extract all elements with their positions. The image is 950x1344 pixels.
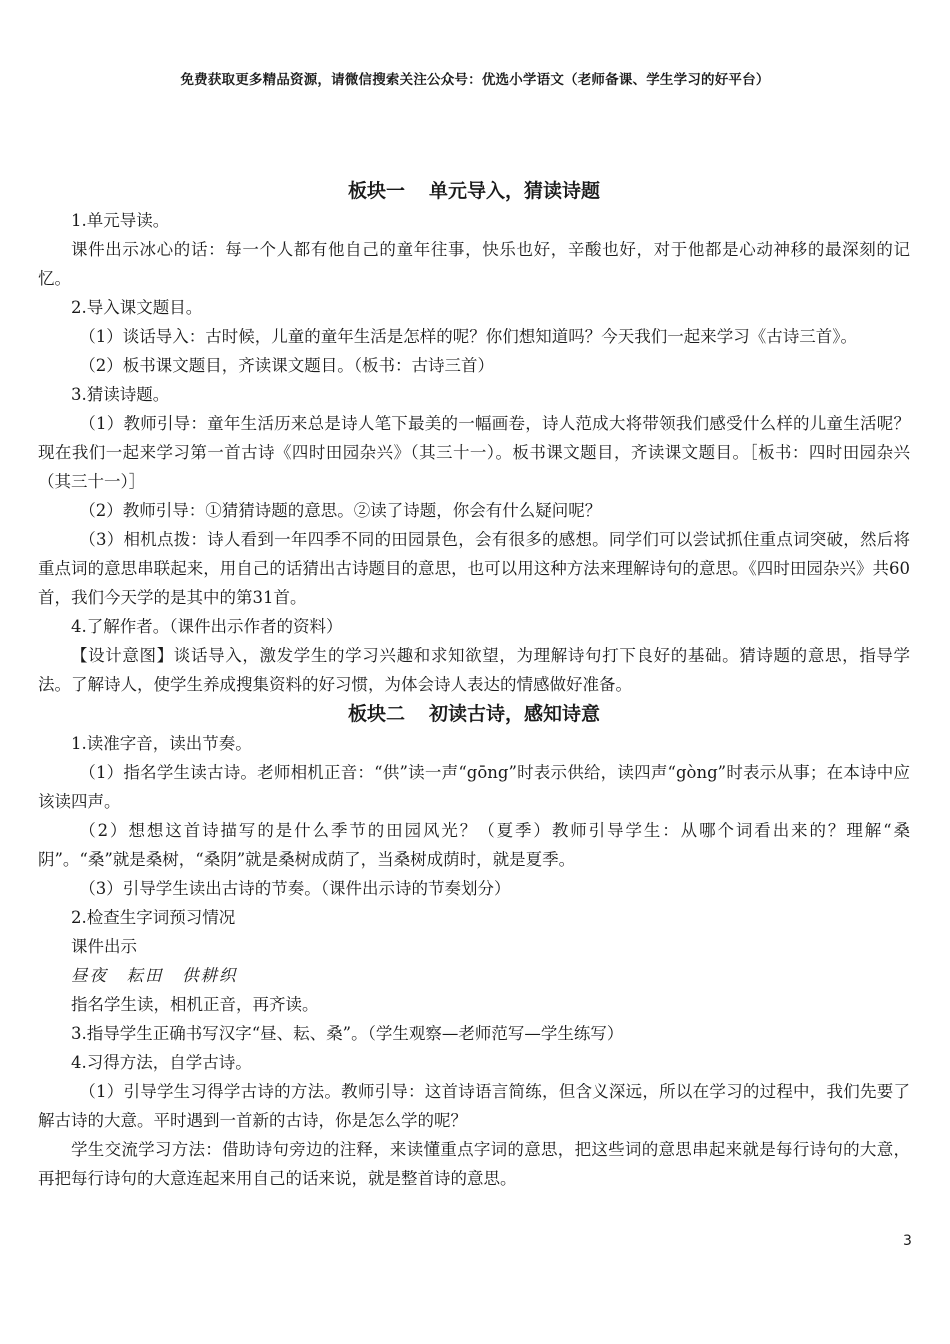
paragraph: （1）指名学生读古诗。老师相机正音：“供”读一声“gōng”时表示供给，读四声“gòng”时表示从事；在本诗中应该读四声。 xyxy=(38,763,910,811)
paragraph: （3）相机点拨：诗人看到一年四季不同的田园景色，会有很多的感想。同学们可以尝试抓住重点词突破，然后将重点词的意思串联起来，用自己的话猜出古诗题目的意思，也可以用这种方法来理解诗句的意思。《四时田园杂兴》共60首，我们今天学的是其中的第31首。 xyxy=(38,530,910,607)
page-number: 3 xyxy=(903,1233,912,1249)
paragraph: 学生交流学习方法：借助诗句旁边的注释，来读懂重点字词的意思，把这些词的意思串起来就是每行诗句的大意，再把每行诗句的大意连起来用自己的话来说，就是整首诗的意思。 xyxy=(38,1140,910,1188)
header-promo-note: 免费获取更多精品资源，请微信搜索关注公众号：优选小学语文（老师备课、学生学习的好平台） xyxy=(180,72,770,88)
paragraph: 课件出示 xyxy=(71,937,137,956)
paragraph: 2.导入课文题目。 xyxy=(71,298,203,317)
paragraph: （2）板书课文题目，齐读课文题目。（板书：古诗三首） xyxy=(79,356,494,375)
paragraph: 4.习得方法，自学古诗。 xyxy=(71,1053,252,1072)
paragraph: （2）教师引导：①猜猜诗题的意思。②读了诗题，你会有什么疑问呢？ xyxy=(79,501,602,520)
section-title-2-text: 初读古诗，感知诗意 xyxy=(429,703,601,725)
paragraph: 2.检查生字词预习情况 xyxy=(71,908,236,927)
section-title-2-label: 板块二 xyxy=(347,703,405,725)
paragraph: 4.了解作者。（课件出示作者的资料） xyxy=(71,617,343,636)
paragraph: （1）教师引导：童年生活历来总是诗人笔下最美的一幅画卷，诗人范成大将带领我们感受什么样的儿童生活呢？现在我们一起来学习第一首古诗《四时田园杂兴》（其三十一）。板书课文题目，齐读课文题目。［板书：四时田园杂兴（其三十一）］ xyxy=(38,414,910,491)
paragraph: 指名学生读，相机正音，再齐读。 xyxy=(71,995,319,1014)
paragraph: 3.猜读诗题。 xyxy=(71,385,170,404)
paragraph: 课件出示冰心的话：每一个人都有他自己的童年往事，快乐也好，辛酸也好，对于他都是心动神移的最深刻的记忆。 xyxy=(38,240,910,288)
paragraph: （3）引导学生读出古诗的节奏。（课件出示诗的节奏划分） xyxy=(79,879,511,898)
section-title-2 xyxy=(38,699,910,729)
paragraph: 1.单元导读。 xyxy=(71,211,170,230)
document-body xyxy=(38,176,910,1193)
paragraph: （1）谈话导入：古时候，儿童的童年生活是怎样的呢？你们想知道吗？今天我们一起来学习《古诗三首》。 xyxy=(79,327,857,346)
section-title-1-label: 板块一 xyxy=(347,180,405,202)
vocabulary-words: 昼夜 耘田 供耕织 xyxy=(71,966,238,985)
paragraph: 1.读准字音，读出节奏。 xyxy=(71,734,252,753)
section-title-1 xyxy=(38,176,910,206)
design-intent-paragraph: 【设计意图】谈话导入，激发学生的学习兴趣和求知欲望，为理解诗句打下良好的基础。猜诗题的意思，指导学法。了解诗人，使学生养成搜集资料的好习惯，为体会诗人表达的情感做好准备。 xyxy=(38,646,910,694)
paragraph: （1）引导学生习得学古诗的方法。教师引导：这首诗语言简练，但含义深远，所以在学习的过程中，我们先要了解古诗的大意。平时遇到一首新的古诗，你是怎么学的呢？ xyxy=(38,1082,910,1130)
paragraph: （2）想想这首诗描写的是什么季节的田园风光？（夏季）教师引导学生：从哪个词看出来的？理解“桑阴”。“桑”就是桑树，“桑阴”就是桑树成荫了，当桑树成荫时，就是夏季。 xyxy=(38,821,910,869)
paragraph: 3.指导学生正确书写汉字“昼、耘、桑”。（学生观察—老师范写—学生练写） xyxy=(71,1024,624,1043)
section-title-1-text: 单元导入，猜读诗题 xyxy=(429,180,601,202)
